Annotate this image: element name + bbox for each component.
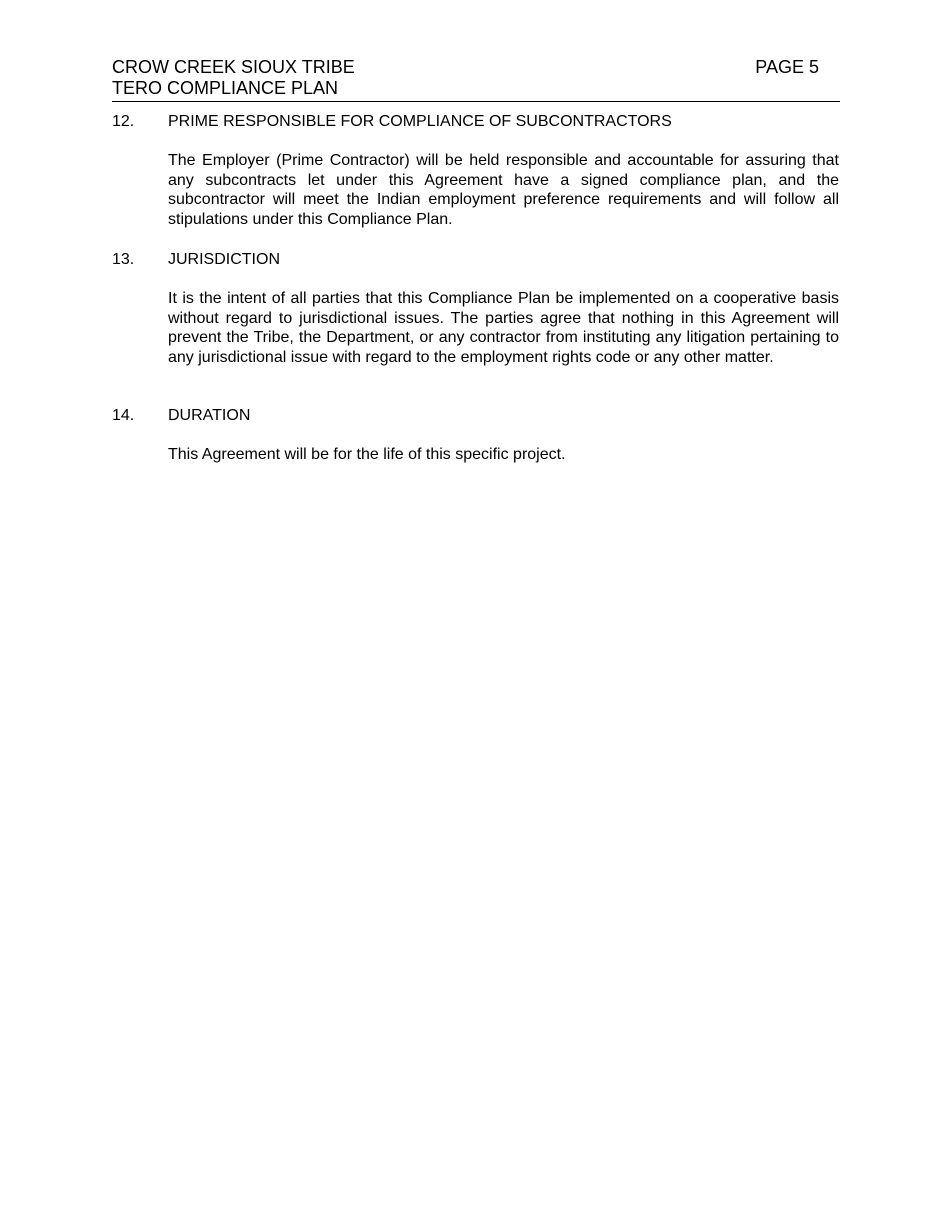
header-plan-title: TERO COMPLIANCE PLAN — [112, 78, 339, 98]
section-body: It is the intent of all parties that this Compliance Plan be implemented on a cooperative basis without regard to jurisdictional issues. The parties agree that nothing in this Agreement will prevent the Tribe, the Department, or any contractor from instituting any litigation pertaining to any jurisdictional issue with regard to the employment rights code or any other matter. — [168, 290, 839, 366]
section-title: JURISDICTION — [168, 251, 280, 268]
page-header — [112, 56, 840, 102]
section-duration — [112, 406, 840, 465]
section-jurisdiction — [112, 250, 840, 367]
section-body: The Employer (Prime Contractor) will be held responsible and accountable for assuring that any subcontracts let under this Agreement have a signed compliance plan, and the subcontractor will meet the Indian employment preference requirements and will follow all stipulations under this Compliance Plan. — [168, 152, 839, 228]
section-heading — [112, 112, 840, 132]
page-number: PAGE 5 — [755, 57, 819, 77]
section-heading — [112, 250, 840, 270]
section-number: 14. — [112, 407, 135, 424]
section-prime-responsible — [112, 112, 840, 229]
section-title: PRIME RESPONSIBLE FOR COMPLIANCE OF SUBCONTRACTORS — [168, 113, 672, 130]
header-org-name: CROW CREEK SIOUX TRIBE — [112, 57, 355, 77]
section-heading — [112, 406, 840, 426]
section-title: DURATION — [168, 407, 251, 424]
section-number: 13. — [112, 251, 135, 268]
section-body: This Agreement will be for the life of this specific project. — [168, 446, 566, 463]
section-number: 12. — [112, 113, 135, 130]
